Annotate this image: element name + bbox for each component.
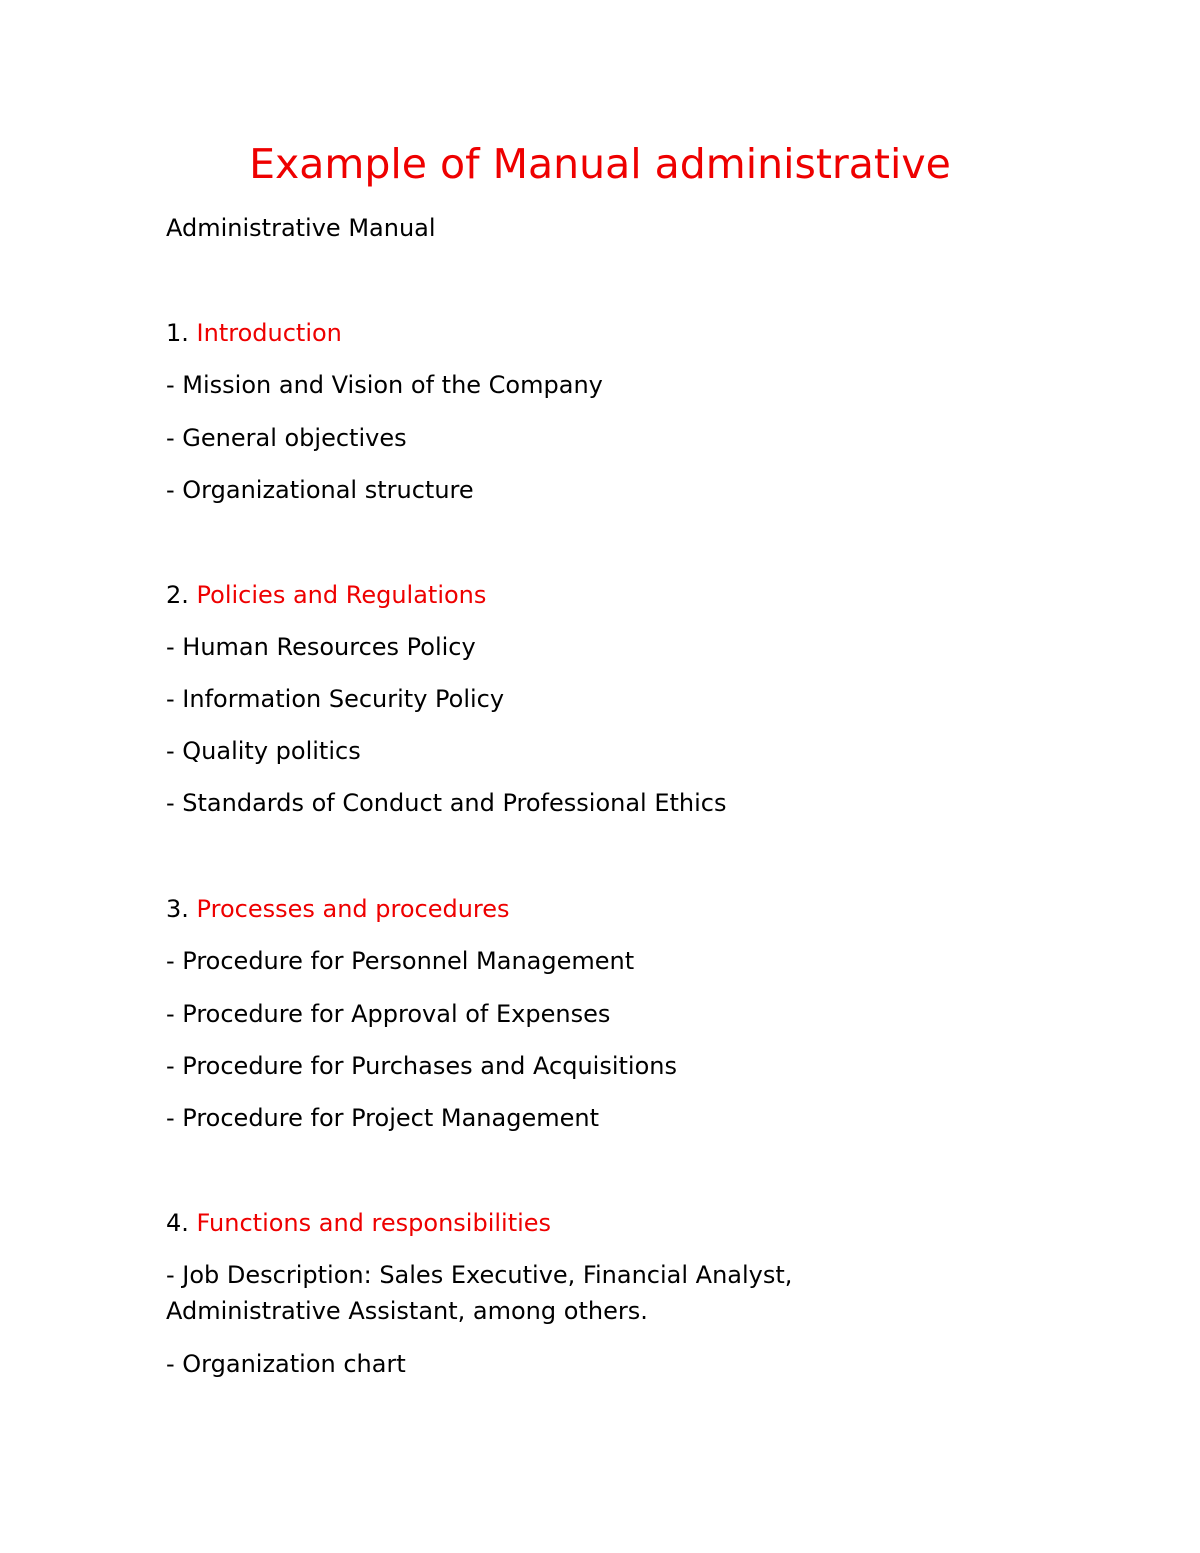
list-item: - Organization chart [166, 1350, 406, 1378]
document-title: Example of Manual administrative [249, 140, 951, 188]
section-heading-policies [166, 577, 486, 613]
list-item-continuation: Administrative Assistant, among others. [166, 1297, 648, 1325]
section-number: 2. [166, 581, 189, 609]
list-item: - Procedure for Project Management [166, 1104, 599, 1132]
section-number: 3. [166, 895, 189, 923]
list-item: - Job Description: Sales Executive, Financial Analyst, [166, 1261, 793, 1289]
list-item: - Procedure for Approval of Expenses [166, 1000, 611, 1028]
section-heading-processes [166, 891, 510, 927]
list-item: - Procedure for Purchases and Acquisitions [166, 1052, 677, 1080]
section-heading-functions [166, 1205, 551, 1241]
section-number: 4. [166, 1209, 189, 1237]
list-item: - General objectives [166, 424, 407, 452]
section-title: Policies and Regulations [196, 581, 487, 609]
list-item: - Quality politics [166, 737, 361, 765]
section-number: 1. [166, 319, 189, 347]
list-item: - Organizational structure [166, 476, 474, 504]
list-item: - Human Resources Policy [166, 633, 476, 661]
section-title: Processes and procedures [196, 895, 510, 923]
list-item: - Mission and Vision of the Company [166, 371, 603, 399]
section-title: Introduction [196, 319, 342, 347]
list-item: - Procedure for Personnel Management [166, 947, 635, 975]
document-subtitle: Administrative Manual [166, 214, 436, 242]
section-heading-introduction [166, 315, 342, 351]
section-title: Functions and responsibilities [196, 1209, 552, 1237]
list-item: - Information Security Policy [166, 685, 505, 713]
list-item: - Standards of Conduct and Professional Ethics [166, 789, 727, 817]
